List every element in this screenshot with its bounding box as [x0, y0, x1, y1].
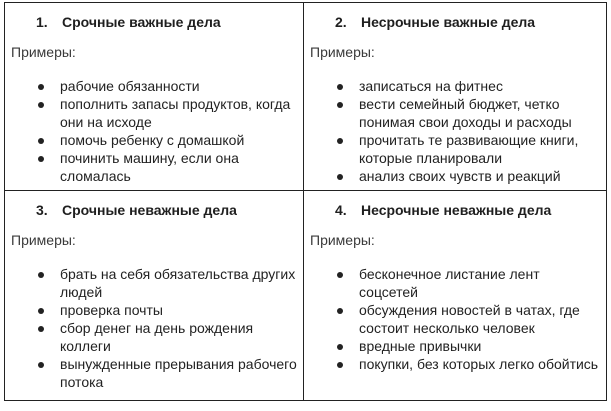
bullet-icon	[38, 138, 44, 144]
examples-label: Примеры:	[11, 44, 76, 60]
quadrant-title	[36, 12, 299, 32]
list-item	[310, 167, 602, 185]
bullet-icon	[337, 84, 343, 90]
quadrant-title	[36, 200, 299, 220]
list-item-text: проверка почты	[60, 302, 163, 318]
list-item-text: сбор денег на день рождения коллеги	[60, 320, 254, 354]
quadrant-number: 4.	[335, 202, 347, 218]
list-item-text: прочитать те развивающие книги, которые планировали	[359, 132, 579, 166]
quadrant-title	[335, 200, 602, 220]
list-item	[310, 131, 602, 167]
examples-label: Примеры:	[310, 44, 375, 60]
examples-list	[310, 77, 602, 185]
list-item	[11, 95, 299, 131]
examples-list	[310, 265, 602, 373]
list-item	[310, 301, 602, 337]
list-item-text: починить машину, если она сломалась	[60, 150, 239, 184]
list-item	[11, 301, 299, 319]
bullet-icon	[38, 272, 44, 278]
list-item-text: вести семейный бюджет, четко понимая свои доходы и расходы	[359, 96, 572, 130]
quadrant-title-text: Несрочные важные дела	[361, 14, 536, 30]
bullet-icon	[337, 362, 343, 368]
bullet-icon	[38, 84, 44, 90]
quadrant-not-urgent-not-important	[304, 191, 606, 400]
bullet-icon	[38, 156, 44, 162]
list-item	[11, 355, 299, 391]
examples-list	[11, 77, 299, 185]
list-item-text: пополнить запасы продуктов, когда они на исходе	[60, 96, 291, 130]
list-item-text: брать на себя обязательства других людей	[60, 266, 296, 300]
list-item	[11, 149, 299, 185]
bullet-icon	[337, 308, 343, 314]
bullet-icon	[337, 102, 343, 108]
list-item	[310, 265, 602, 301]
list-item	[11, 131, 299, 149]
bullet-icon	[337, 344, 343, 350]
list-item	[11, 77, 299, 95]
list-item-text: покупки, без которых легко обойтись	[359, 356, 599, 372]
bullet-icon	[38, 308, 44, 314]
list-item-text: помочь ребенку с домашкой	[60, 132, 245, 148]
quadrant-number: 3.	[36, 202, 48, 218]
list-item	[310, 95, 602, 131]
quadrant-number: 1.	[36, 14, 48, 30]
quadrant-title-text: Несрочные неважные дела	[361, 202, 552, 218]
bullet-icon	[38, 102, 44, 108]
list-item	[310, 355, 602, 373]
quadrant-urgent-not-important	[5, 191, 303, 400]
quadrant-number: 2.	[335, 14, 347, 30]
list-item-text: записаться на фитнес	[359, 78, 503, 94]
eisenhower-matrix-table	[4, 2, 607, 401]
bullet-icon	[337, 272, 343, 278]
list-item-text: обсуждения новостей в чатах, где состоит несколько человек	[359, 302, 580, 336]
bullet-icon	[337, 174, 343, 180]
bullet-icon	[337, 138, 343, 144]
examples-list	[11, 265, 299, 391]
list-item	[310, 337, 602, 355]
examples-label: Примеры:	[11, 232, 76, 248]
list-item-text: вредные привычки	[359, 338, 482, 354]
quadrant-title-text: Срочные неважные дела	[62, 202, 237, 218]
list-item-text: рабочие обязанности	[60, 78, 200, 94]
quadrant-title	[335, 12, 602, 32]
quadrant-title-text: Срочные важные дела	[62, 14, 221, 30]
bullet-icon	[38, 362, 44, 368]
list-item	[11, 319, 299, 355]
quadrant-not-urgent-important	[304, 3, 606, 190]
examples-label: Примеры:	[310, 232, 375, 248]
list-item-text: анализ своих чувств и реакций	[359, 168, 561, 184]
bullet-icon	[38, 326, 44, 332]
quadrant-urgent-important	[5, 3, 303, 190]
list-item-text: бесконечное листание лент соцсетей	[359, 266, 540, 300]
list-item	[11, 265, 299, 301]
list-item	[310, 77, 602, 95]
list-item-text: вынужденные прерывания рабочего потока	[60, 356, 297, 390]
